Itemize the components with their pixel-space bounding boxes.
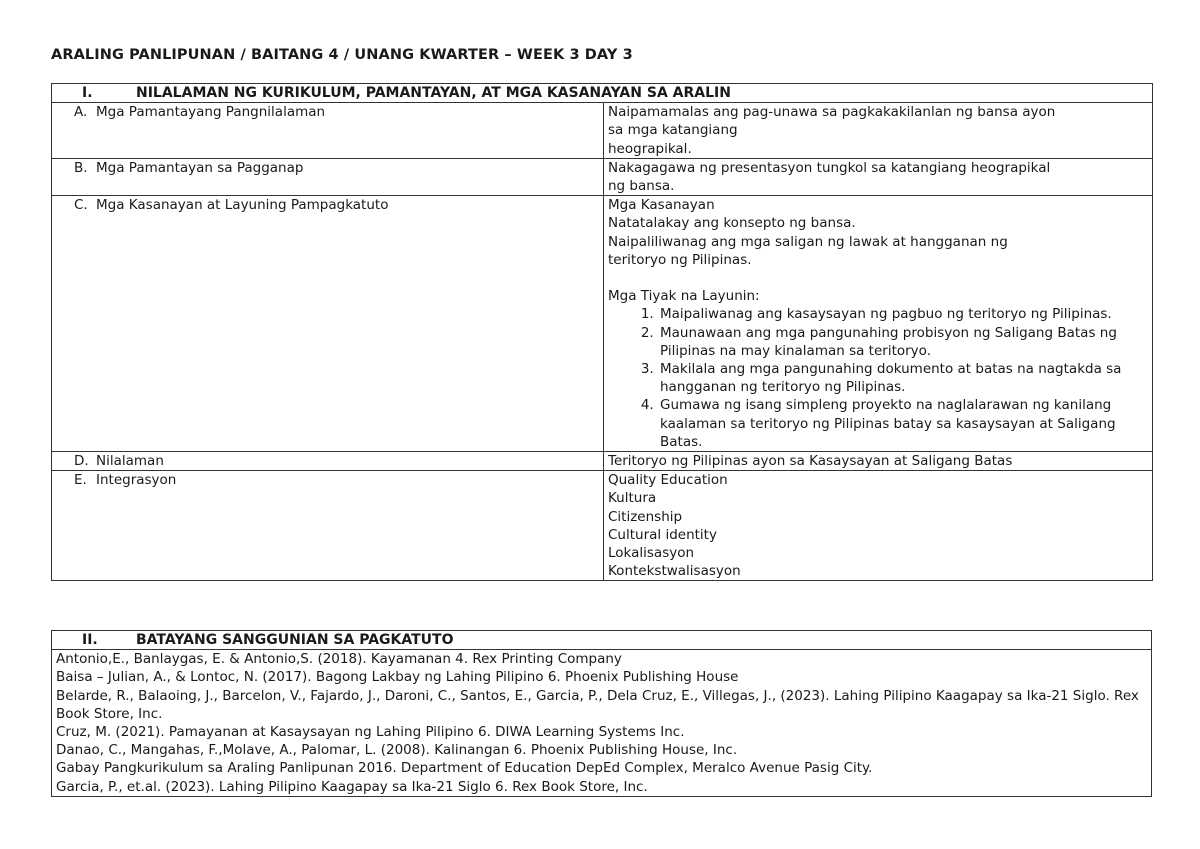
table-row	[52, 103, 1153, 159]
section-number: I.	[82, 85, 93, 101]
row-label: Nilalaman	[96, 453, 164, 470]
content-line: Citizenship	[608, 508, 683, 525]
row-letter: A.	[74, 104, 88, 121]
content-line: Mga Kasanayan	[608, 197, 715, 214]
objectives-heading: Mga Tiyak na Layunin:	[608, 288, 760, 305]
objectives-list	[608, 305, 1148, 451]
row-letter: E.	[74, 472, 87, 489]
curriculum-table	[51, 83, 1153, 581]
row-label: Mga Pamantayan sa Pagganap	[96, 159, 304, 176]
content-line: Nakagagawa ng presentasyon tungkol sa katangiang heograpikal	[608, 159, 1051, 176]
content-line: Naipaliliwanag ang mga saligan ng lawak at hangganan ng	[608, 233, 1008, 250]
row-letter: B.	[74, 159, 88, 176]
content-line: Natatalakay ang konsepto ng bansa.	[608, 215, 856, 232]
reference-item: Cruz, M. (2021). Pamayanan at Kasaysayan ng Lahing Pilipino 6. DIWA Learning Systems Inc.	[56, 724, 685, 741]
row-content-cell	[604, 158, 1153, 195]
list-item: 3. Makilala ang mga pangunahing dokumento at batas na nagtakda sa hangganan ng teritoryo ng Pilipinas.	[658, 360, 1148, 396]
reference-item: Belarde, R., Balaoing, J., Barcelon, V., Fajardo, J., Daroni, C., Santos, E., Garcia, P., Dela Cruz, E., Villegas, J., (2023). Lahing Pilipino Kaagapay sa Ika-21 Siglo. Rex Book Store, Inc.	[56, 687, 1139, 722]
content-line: Lokalisasyon	[608, 545, 695, 562]
content-line: Naipamamalas ang pag-unawa sa pagkakakilanlan ng bansa ayon	[608, 104, 1056, 121]
row-content-cell	[604, 103, 1153, 159]
table-row	[52, 196, 1153, 452]
row-label: Mga Pamantayang Pangnilalaman	[96, 104, 326, 121]
row-label: Integrasyon	[96, 472, 177, 489]
row-label: Mga Kasanayan at Layuning Pampagkatuto	[96, 197, 389, 214]
row-content-cell	[604, 471, 1153, 581]
references-table	[51, 630, 1152, 797]
row-content-cell	[604, 452, 1153, 471]
spacer	[608, 269, 1148, 287]
section-header-row	[52, 84, 1153, 103]
section-header-row	[52, 631, 1152, 650]
row-letter: D.	[74, 453, 89, 470]
list-item: 2. Maunawaan ang mga pangunahing probisyon ng Saligang Batas ng Pilipinas na may kinalaman sa teritoryo.	[658, 324, 1148, 360]
list-item: 1. Maipaliwanag ang kasaysayan ng pagbuo ng teritoryo ng Pilipinas.	[658, 305, 1148, 323]
reference-item: Garcia, P., et.al. (2023). Lahing Pilipino Kaagapay sa Ika-21 Siglo 6. Rex Book Store, Inc.	[56, 778, 648, 795]
content-line: heograpikal.	[608, 140, 692, 157]
row-content-cell	[604, 196, 1153, 452]
section-title: BATAYANG SANGGUNIAN SA PAGKATUTO	[136, 632, 454, 648]
row-label-cell	[52, 471, 604, 581]
reference-item: Baisa – Julian, A., & Lontoc, N. (2017). Bagong Lakbay ng Lahing Pilipino 6. Phoenix Publishing House	[56, 669, 739, 686]
table-row	[52, 471, 1153, 581]
table-row	[52, 158, 1153, 195]
row-label-cell	[52, 196, 604, 452]
content-line: Kultura	[608, 490, 657, 507]
content-line: Teritoryo ng Pilipinas ayon sa Kasaysayan at Saligang Batas	[608, 453, 1013, 470]
content-line: Cultural identity	[608, 526, 717, 543]
page-title: ARALING PANLIPUNAN / BAITANG 4 / UNANG KWARTER – WEEK 3 DAY 3	[51, 47, 633, 63]
section-2-heading	[52, 631, 1152, 650]
content-line: teritoryo ng Pilipinas.	[608, 251, 752, 268]
reference-item: Antonio,E., Banlaygas, E. & Antonio,S. (2018). Kayamanan 4. Rex Printing Company	[56, 651, 622, 668]
table-row	[52, 452, 1153, 471]
row-letter: C.	[74, 197, 88, 214]
content-line: sa mga katangiang	[608, 122, 738, 139]
reference-item: Gabay Pangkurikulum sa Araling Panlipunan 2016. Department of Education DepEd Complex, Meralco Avenue Pasig City.	[56, 760, 873, 777]
row-label-cell	[52, 103, 604, 159]
section-number: II.	[82, 632, 98, 648]
references-cell	[52, 650, 1152, 797]
row-label-cell	[52, 452, 604, 471]
content-line: ng bansa.	[608, 178, 675, 195]
content-line: Kontekstwalisasyon	[608, 563, 741, 580]
section-title: NILALAMAN NG KURIKULUM, PAMANTAYAN, AT MGA KASANAYAN SA ARALIN	[136, 85, 731, 101]
reference-item: Danao, C., Mangahas, F.,Molave, A., Palomar, L. (2008). Kalinangan 6. Phoenix Publishing House, Inc.	[56, 742, 738, 759]
section-1-heading	[52, 84, 1153, 103]
list-item: 4. Gumawa ng isang simpleng proyekto na naglalarawan ng kanilang kaalaman sa teritoryo ng Pilipinas batay sa kasaysayan at Saligang Batas.	[658, 396, 1148, 451]
table-row	[52, 650, 1152, 797]
content-line: Quality Education	[608, 472, 728, 489]
row-label-cell	[52, 158, 604, 195]
